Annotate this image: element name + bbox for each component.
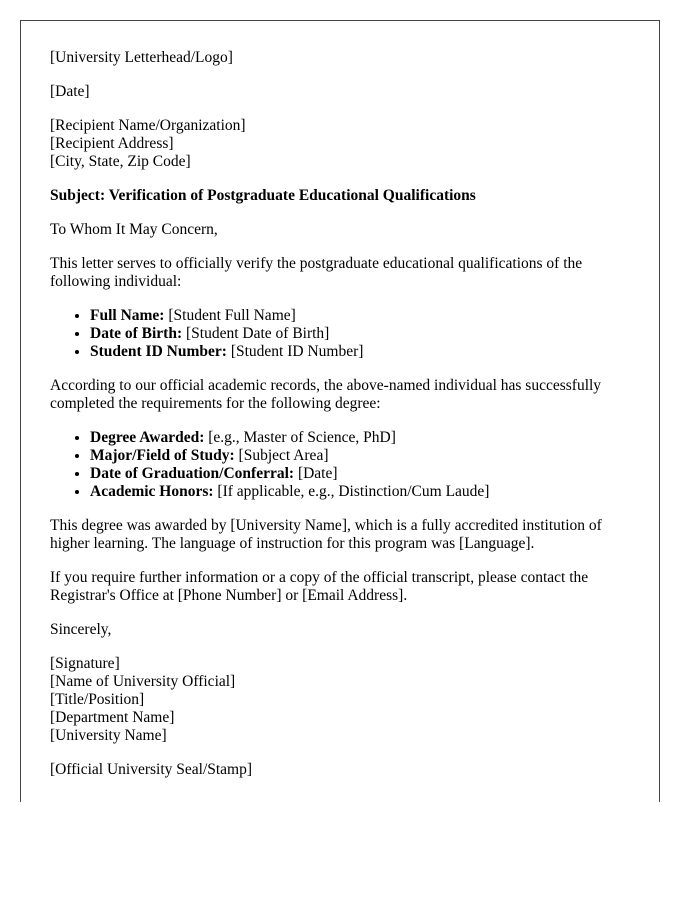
detail-label: Major/Field of Study: <box>90 447 235 464</box>
letterhead-text: [University Letterhead/Logo] <box>50 49 233 66</box>
detail-value: [Student ID Number] <box>226 343 364 360</box>
detail-value: [Student Date of Birth] <box>182 325 330 342</box>
letter-content <box>50 49 640 795</box>
signature: [Signature] <box>50 655 120 672</box>
detail-label: Date of Graduation/Conferral: <box>90 465 295 482</box>
detail-value: [If applicable, e.g., Distinction/Cum Laude] <box>213 483 490 500</box>
detail-value: [e.g., Master of Science, PhD] <box>204 429 396 446</box>
subject-line: Subject: Verification of Postgraduate Educational Qualifications <box>50 187 476 204</box>
recipient-name: [Recipient Name/Organization] <box>50 117 246 134</box>
signature-block <box>50 655 640 745</box>
recipient-block <box>50 117 640 171</box>
detail-value: [Date] <box>294 465 338 482</box>
letterhead <box>50 49 640 67</box>
list-item <box>90 483 640 501</box>
salutation: To Whom It May Concern, <box>50 221 218 238</box>
recipient-address: [Recipient Address] <box>50 135 174 152</box>
department-name: [Department Name] <box>50 709 175 726</box>
detail-label: Full Name: <box>90 307 165 324</box>
detail-label: Academic Honors: <box>90 483 214 500</box>
date-text: [Date] <box>50 83 90 100</box>
student-details-list <box>50 307 640 361</box>
intro-paragraph: This letter serves to officially verify the postgraduate educational qualifications of the following individual: <box>50 255 583 290</box>
official-title: [Title/Position] <box>50 691 145 708</box>
list-item <box>90 465 640 483</box>
list-item <box>90 343 640 361</box>
list-item <box>90 325 640 343</box>
recipient-city: [City, State, Zip Code] <box>50 153 191 170</box>
detail-label: Student ID Number: <box>90 343 227 360</box>
letter-page <box>20 20 660 802</box>
contact-paragraph: If you require further information or a copy of the official transcript, please contact the Registrar's Office at [Phone Number] or [Email Address]. <box>50 569 589 604</box>
records-paragraph: According to our official academic records, the above-named individual has successfully completed the requirements for the following degree: <box>50 377 602 412</box>
detail-label: Date of Birth: <box>90 325 183 342</box>
official-name: [Name of University Official] <box>50 673 236 690</box>
university-name: [University Name] <box>50 727 167 744</box>
accreditation-paragraph: This degree was awarded by [University Name], which is a fully accredited institution of higher learning. The language of instruction for this program was [Language]. <box>50 517 602 552</box>
detail-value: [Student Full Name] <box>164 307 296 324</box>
list-item <box>90 429 640 447</box>
official-seal: [Official University Seal/Stamp] <box>50 761 253 778</box>
detail-label: Degree Awarded: <box>90 429 205 446</box>
list-item <box>90 447 640 465</box>
list-item <box>90 307 640 325</box>
letter-date <box>50 83 640 101</box>
closing: Sincerely, <box>50 621 112 638</box>
degree-details-list <box>50 429 640 501</box>
detail-value: [Subject Area] <box>234 447 329 464</box>
